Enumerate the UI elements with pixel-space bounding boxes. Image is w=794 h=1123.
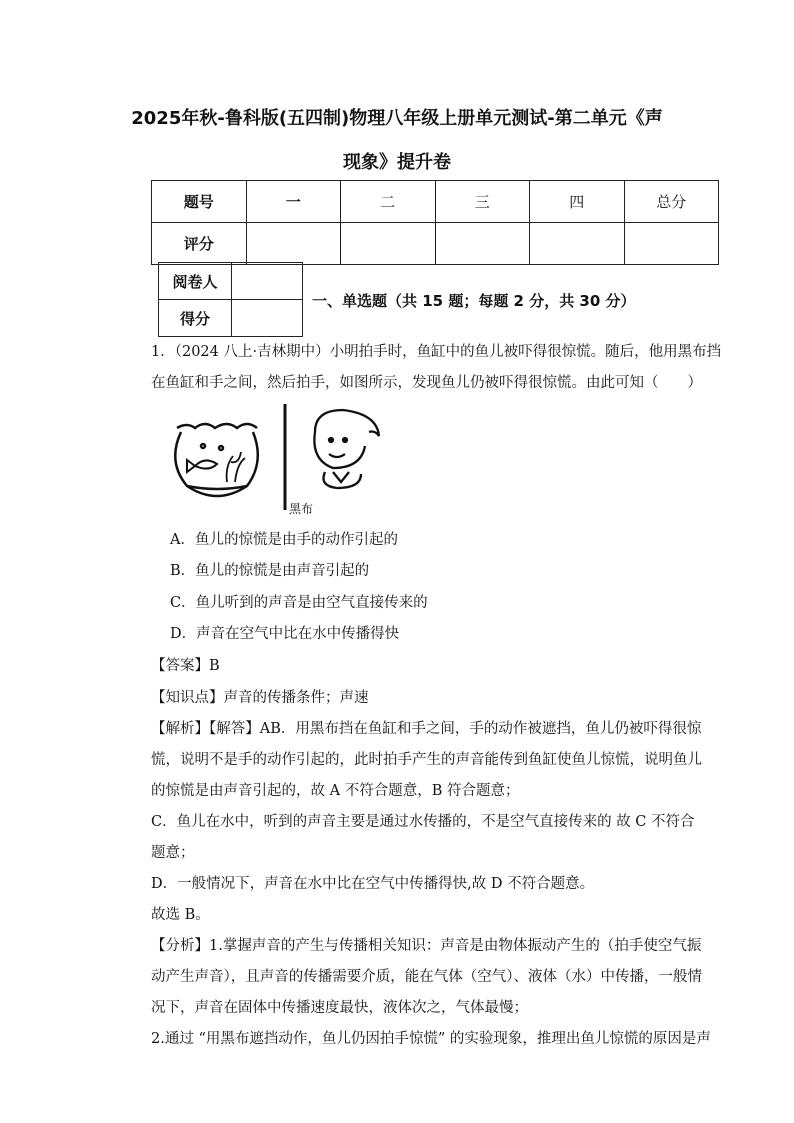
score-cell bbox=[435, 223, 530, 265]
question-text-line1: 1．（2024 八上·吉林期中）小明拍手时，鱼缸中的鱼儿被吓得很惊慌。随后，他用黑布挡 bbox=[151, 344, 722, 360]
option-a: A．鱼儿的惊慌是由手的动作引起的 bbox=[170, 532, 398, 548]
analysis-line: D．一般情况下，声音在水中比在空气中传播得快,故 D 不符合题意。 bbox=[151, 876, 595, 892]
analysis-line: 【分析】1.掌握声音的产生与传播相关知识：声音是由物体振动产生的（拍手使空气振 bbox=[151, 938, 702, 954]
answer-value: B bbox=[209, 658, 220, 674]
analysis-line: 【解析】【解答】AB．用黑布挡在鱼缸和手之间，手的动作被遮挡，鱼儿仍被吓得很惊 bbox=[151, 721, 702, 737]
grader-score-cell bbox=[232, 300, 303, 337]
score-table-score-row bbox=[152, 223, 719, 265]
score-cell bbox=[624, 223, 719, 265]
score-cell bbox=[246, 223, 341, 265]
knowledge-value: 声音的传播条件；声速 bbox=[223, 690, 369, 706]
score-row-label: 评分 bbox=[152, 223, 247, 265]
score-header-cell: 一 bbox=[246, 181, 341, 223]
fishbowl-icon bbox=[175, 424, 258, 496]
answer-tag: 【答案】 bbox=[151, 658, 209, 674]
option-b: B．鱼儿的惊慌是由声音引起的 bbox=[170, 563, 370, 579]
reviewer-cell bbox=[232, 263, 303, 300]
analysis-line: 动产生声音），且声音的传播需要介质，能在气体（空气）、液体（水）中传播，一般情 bbox=[151, 969, 702, 985]
question-text-line2: 在鱼缸和手之间，然后拍手，如图所示，发现鱼儿仍被吓得很惊慌。由此可知（ ） bbox=[151, 375, 702, 391]
score-table-header-row bbox=[152, 181, 719, 223]
analysis-line: 2.通过 “用黑布遮挡动作，鱼儿仍因拍手惊慌” 的实验现象，推理出鱼儿惊慌的原因是声 bbox=[151, 1031, 711, 1047]
analysis-line: 的惊慌是由声音引起的，故 A 不符合题意，B 符合题意； bbox=[151, 783, 520, 799]
grader-table bbox=[158, 262, 303, 337]
doc-title-line1: 2025年秋-鲁科版(五四制)物理八年级上册单元测试-第二单元《声 bbox=[131, 108, 663, 129]
doc-title-line2: 现象》提升卷 bbox=[343, 152, 451, 173]
knowledge-tag: 【知识点】 bbox=[151, 690, 224, 706]
score-header-cell: 三 bbox=[435, 181, 530, 223]
score-header-cell: 题号 bbox=[152, 181, 247, 223]
fishbowl-figure bbox=[165, 402, 395, 514]
answer-line bbox=[151, 654, 220, 675]
option-d: D．声音在空气中比在水中传播得快 bbox=[170, 626, 400, 642]
analysis-line: 慌，说明不是手的动作引起的，此时拍手产生的声音能传到鱼缸使鱼儿惊慌，说明鱼儿 bbox=[151, 752, 702, 768]
score-header-cell: 总分 bbox=[624, 181, 719, 223]
section-heading: 一、单选题（共 15 题；每题 2 分，共 30 分） bbox=[312, 292, 636, 310]
reviewer-label: 阅卷人 bbox=[159, 263, 232, 300]
knowledge-line bbox=[151, 686, 369, 707]
grader-score-label: 得分 bbox=[159, 300, 232, 337]
analysis-line: 况下，声音在固体中传播速度最快，液体次之，气体最慢； bbox=[151, 1000, 528, 1016]
score-header-cell: 四 bbox=[530, 181, 625, 223]
boy-icon bbox=[314, 410, 379, 488]
score-table bbox=[151, 180, 719, 265]
black-cloth-caption: 黑布 bbox=[289, 502, 314, 516]
analysis-line: C．鱼儿在水中，听到的声音主要是通过水传播的，不是空气直接传来的 故 C 不符合 bbox=[151, 814, 695, 830]
score-cell bbox=[341, 223, 436, 265]
analysis-line: 故选 B。 bbox=[151, 907, 210, 923]
option-c: C．鱼儿听到的声音是由空气直接传来的 bbox=[170, 595, 428, 611]
analysis-line: 题意； bbox=[151, 845, 195, 861]
score-cell bbox=[530, 223, 625, 265]
score-header-cell: 二 bbox=[341, 181, 436, 223]
